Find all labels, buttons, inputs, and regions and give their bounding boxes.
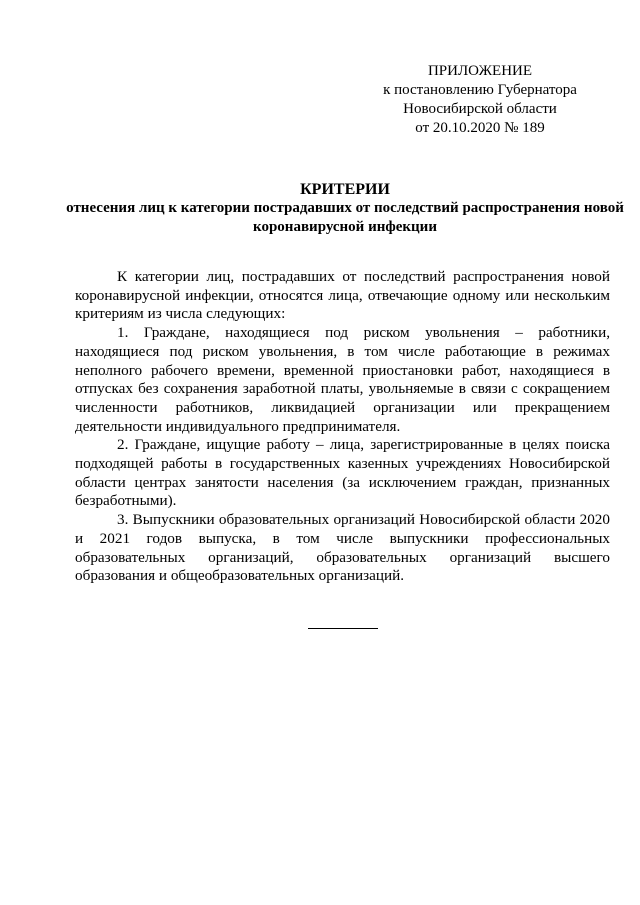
document-subtitle: отнесения лиц к категории пострадавших от последствий распространения новой коронавирусной инфекции bbox=[66, 200, 624, 235]
document-title: КРИТЕРИИ bbox=[300, 181, 390, 198]
criterion-paragraph-1: 1. Граждане, находящиеся под риском увольнения – работники, находящиеся под риском увольнения, в том числе работающие в режимах неполного рабочего времени, временной приостановки работ, находящиеся в отпусках без сохранения заработной платы, увольняемые в связи с сокращением численности работников, ликвидацией организации или прекращением деятельности индивидуального предпринимателя. bbox=[75, 324, 610, 435]
criterion-paragraph-2: 2. Граждане, ищущие работу – лица, зарегистрированные в целях поиска подходящей работы в государственных казенных учреждениях Новосибирской области центрах занятости населения (за исключением граждан, признанных безработными). bbox=[75, 436, 610, 510]
intro-paragraph: К категории лиц, пострадавших от последствий распространения новой коронавирусной инфекции, относятся лица, отвечающие одному или нескольким критериям из числа следующих: bbox=[75, 268, 610, 323]
appendix-header bbox=[380, 62, 580, 138]
document-title-block bbox=[60, 180, 630, 237]
end-divider bbox=[308, 628, 378, 629]
criterion-paragraph-3: 3. Выпускники образовательных организаций Новосибирской области 2020 и 2021 годов выпуска, в том числе выпускники профессиональных образовательных организаций, образовательных организаций высшего образования и общеобразовательных организаций. bbox=[75, 511, 610, 585]
appendix-region: Новосибирской области bbox=[403, 101, 557, 117]
document-body bbox=[75, 268, 610, 586]
appendix-label: ПРИЛОЖЕНИЕ bbox=[427, 63, 533, 79]
appendix-date-number: от 20.10.2020 № 189 bbox=[415, 120, 545, 136]
appendix-resolution-ref: к постановлению Губернатора bbox=[383, 82, 577, 98]
